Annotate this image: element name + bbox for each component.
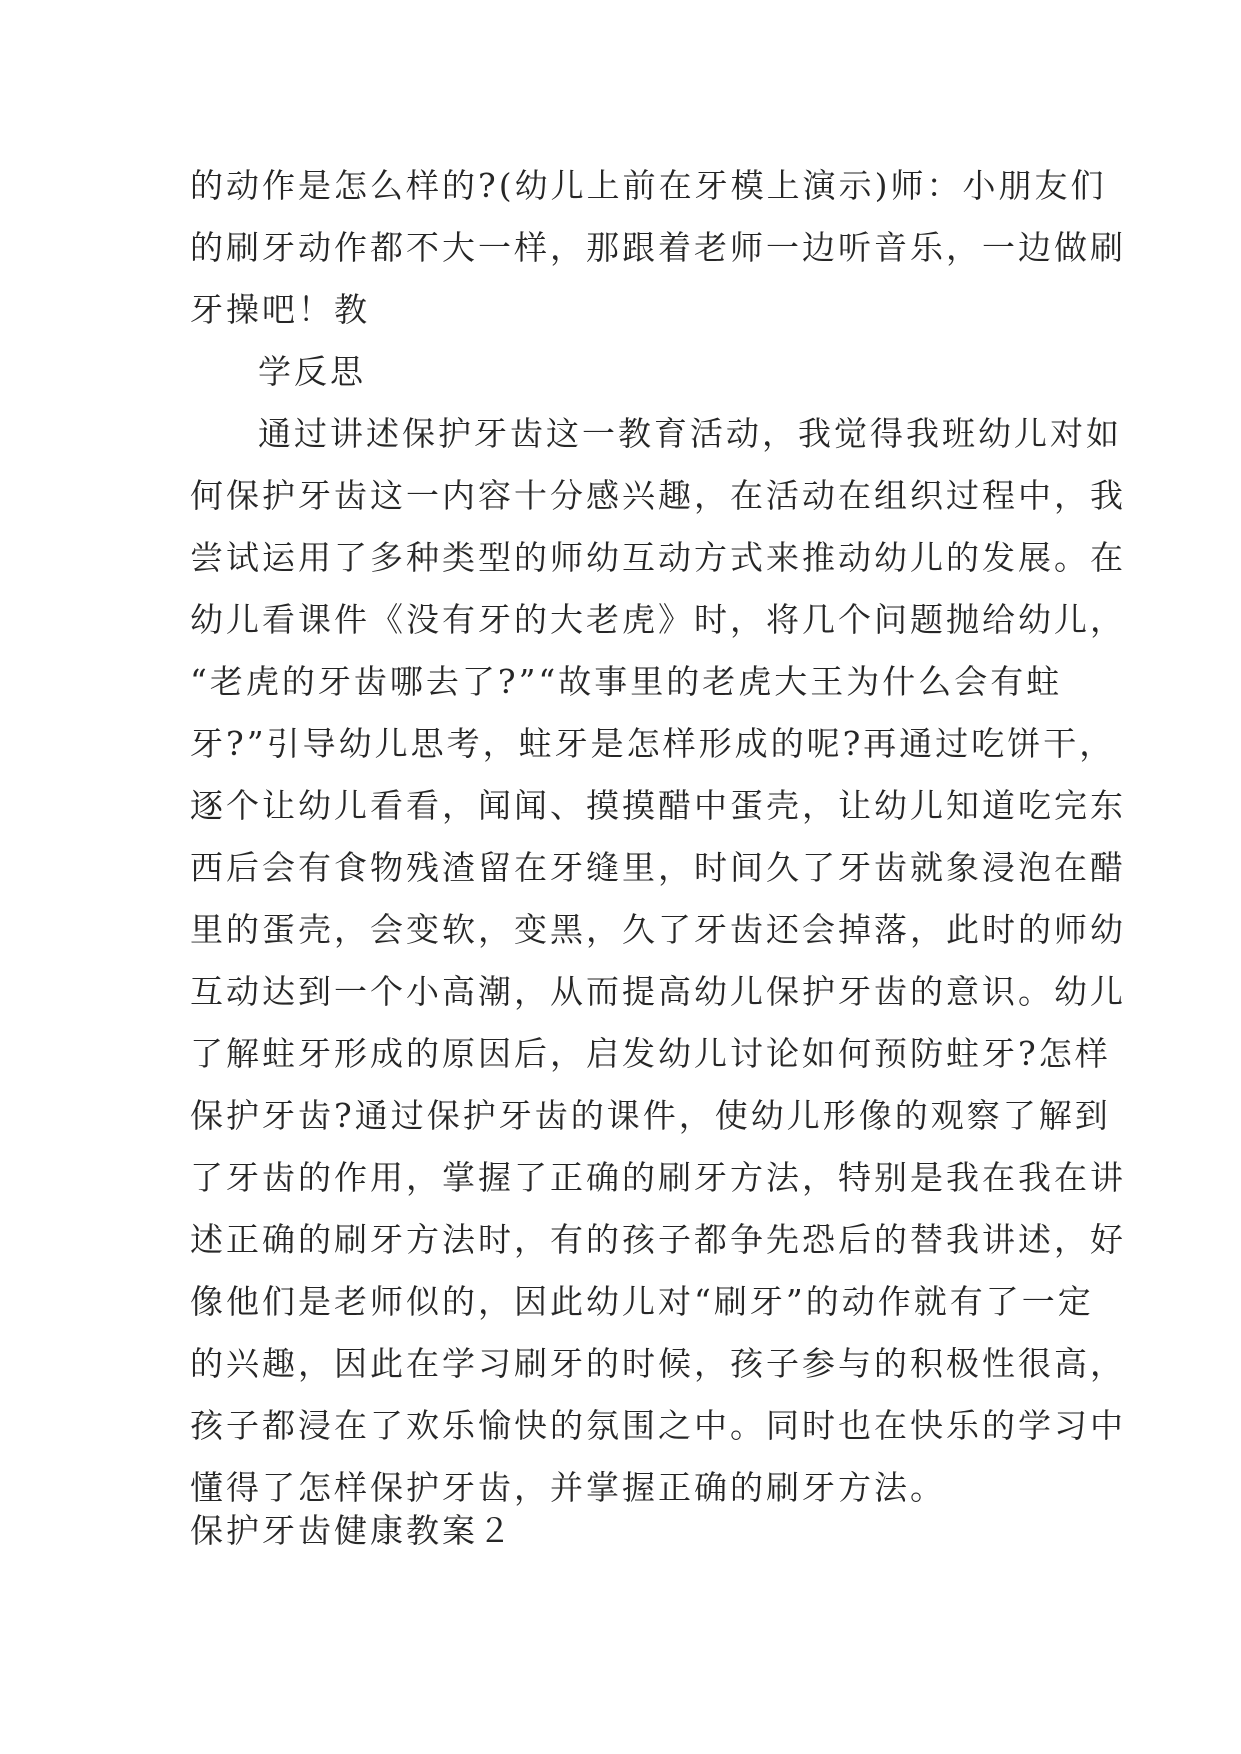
text-line: 幼儿看课件《没有牙的大老虎》时，将几个问题抛给幼儿， xyxy=(190,600,1126,639)
text-line: 里的蛋壳，会变软，变黑，久了牙齿还会掉落，此时的师幼 xyxy=(190,910,1126,949)
text-line: 懂得了怎样保护牙齿，并掌握正确的刷牙方法。 xyxy=(190,1468,946,1507)
text-line: 了解蛀牙形成的原因后，启发幼儿讨论如何预防蛀牙?怎样 xyxy=(190,1034,1111,1073)
text-line: 的刷牙动作都不大一样，那跟着老师一边听音乐，一边做刷 xyxy=(190,228,1126,267)
text-line: 了牙齿的作用，掌握了正确的刷牙方法，特别是我在我在讲 xyxy=(190,1158,1126,1197)
text-line: 逐个让幼儿看看，闻闻、摸摸醋中蛋壳，让幼儿知道吃完东 xyxy=(190,786,1126,825)
text-line: 的动作是怎么样的?(幼儿上前在牙模上演示)师：小朋友们 xyxy=(190,166,1107,205)
text-line: 尝试运用了多种类型的师幼互动方式来推动幼儿的发展。在 xyxy=(190,538,1126,577)
text-line: 牙操吧！教 xyxy=(190,290,370,329)
text-line: 的兴趣，因此在学习刷牙的时候，孩子参与的积极性很高， xyxy=(190,1344,1126,1383)
text-line: 通过讲述保护牙齿这一教育活动，我觉得我班幼儿对如 xyxy=(258,414,1122,453)
paragraph-continuation xyxy=(190,155,1126,1519)
text-line: 西后会有食物残渣留在牙缝里，时间久了牙齿就象浸泡在醋 xyxy=(190,848,1126,887)
text-line: “老虎的牙齿哪去了?”“故事里的老虎大王为什么会有蛀 xyxy=(190,662,1063,701)
text-line: 何保护牙齿这一内容十分感兴趣，在活动在组织过程中，我 xyxy=(190,476,1126,515)
text-line: 孩子都浸在了欢乐愉快的氛围之中。同时也在快乐的学习中 xyxy=(190,1406,1126,1445)
text-line: 保护牙齿?通过保护牙齿的课件，使幼儿形像的观察了解到 xyxy=(190,1096,1111,1135)
section-title: 保护牙齿健康教案２ xyxy=(190,1511,514,1550)
text-line: 像他们是老师似的，因此幼儿对“刷牙”的动作就有了一定 xyxy=(190,1282,1094,1321)
text-line: 述正确的刷牙方法时，有的孩子都争先恐后的替我讲述，好 xyxy=(190,1220,1126,1259)
text-line: 牙?”引导幼儿思考，蛀牙是怎样形成的呢?再通过吃饼干， xyxy=(190,724,1116,763)
text-line: 互动达到一个小高潮，从而提高幼儿保护牙齿的意识。幼儿 xyxy=(190,972,1126,1011)
reflection-title: 学反思 xyxy=(258,352,366,391)
